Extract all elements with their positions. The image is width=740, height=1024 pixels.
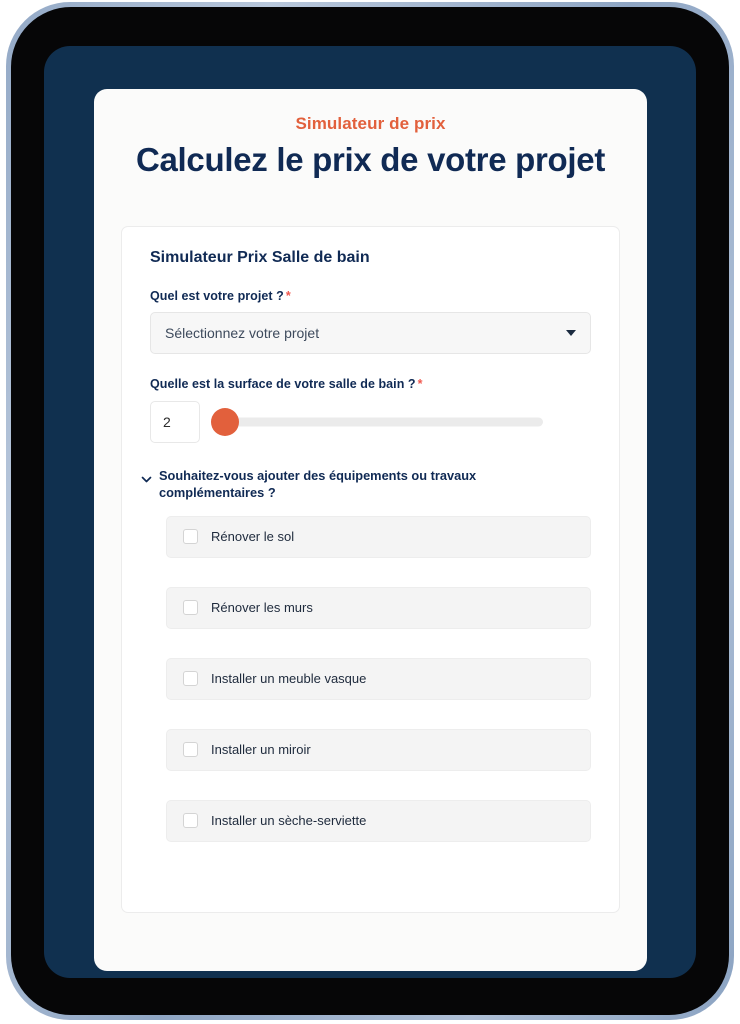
option-label: Installer un sèche-serviette	[211, 813, 367, 829]
page-card	[94, 89, 647, 971]
checkbox-icon[interactable]	[183, 600, 198, 615]
form-title: Simulateur Prix Salle de bain	[150, 249, 370, 266]
page-title: Calculez le prix de votre projet	[135, 141, 606, 178]
surface-number-input[interactable]: 2	[150, 401, 200, 443]
surface-slider[interactable]	[211, 407, 591, 437]
extras-accordion-header[interactable]	[140, 468, 591, 502]
option-row[interactable]	[166, 800, 591, 842]
surface-slider-row	[150, 400, 591, 444]
project-field-label	[150, 289, 591, 303]
surface-field-label-text: Quelle est la surface de votre salle de bain ?	[150, 377, 416, 391]
required-asterisk: *	[285, 289, 291, 303]
slider-track[interactable]	[221, 418, 543, 427]
tablet-screen	[44, 46, 696, 978]
checkbox-icon[interactable]	[183, 813, 198, 828]
chevron-down-icon	[140, 473, 153, 486]
checkbox-icon[interactable]	[183, 529, 198, 544]
page-eyebrow: Simulateur de prix	[295, 114, 446, 133]
option-row[interactable]	[166, 658, 591, 700]
option-row[interactable]	[166, 516, 591, 558]
required-asterisk: *	[417, 377, 423, 391]
option-label: Rénover les murs	[211, 600, 313, 616]
project-select[interactable]	[150, 312, 591, 354]
option-label: Installer un miroir	[211, 742, 311, 758]
checkbox-icon[interactable]	[183, 742, 198, 757]
checkbox-icon[interactable]	[183, 671, 198, 686]
simulator-form-card	[121, 226, 620, 913]
option-label: Rénover le sol	[211, 529, 295, 545]
option-row[interactable]	[166, 729, 591, 771]
surface-field-label	[150, 377, 591, 391]
project-select-value: Sélectionnez votre projet	[165, 325, 320, 341]
option-row[interactable]	[166, 587, 591, 629]
option-label: Installer un meuble vasque	[211, 671, 367, 687]
project-field-label-text: Quel est votre projet ?	[150, 289, 284, 303]
extras-accordion-label: Souhaitez-vous ajouter des équipements ou travaux complémentaires ?	[159, 468, 477, 500]
chevron-down-icon	[566, 330, 576, 336]
slider-thumb[interactable]	[211, 408, 239, 436]
